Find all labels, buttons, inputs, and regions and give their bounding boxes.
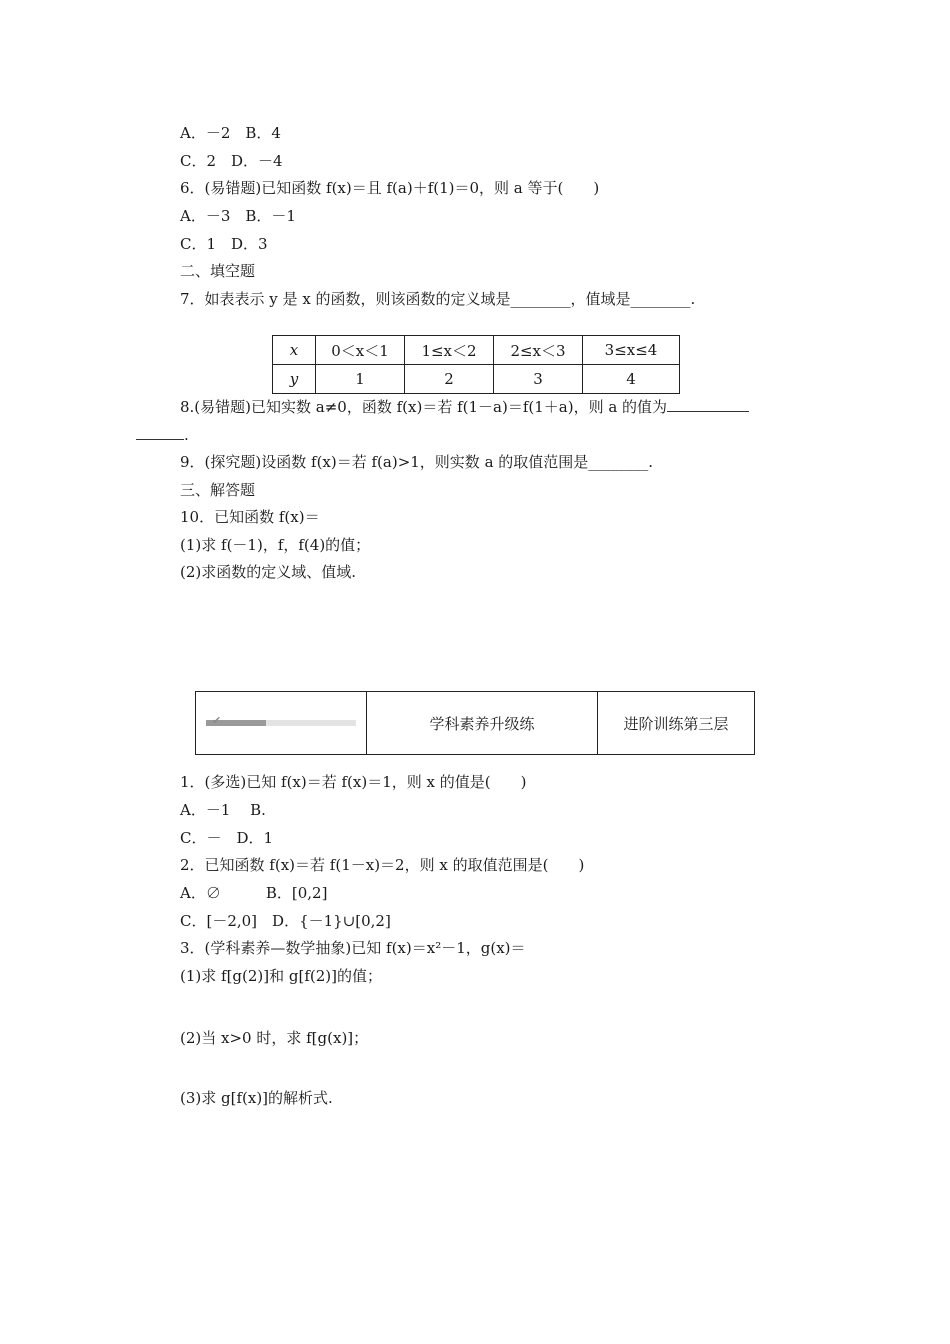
question-7: 7．如表表示 y 是 x 的函数，则该函数的定义域是________，值域是________. [180, 290, 696, 308]
table-cell: 2≤x＜3 [494, 336, 583, 365]
practice-q3-part-1: (1)求 f[g(2)]和 g[f(2)]的值； [180, 967, 382, 985]
practice-q2-options-cd: C．[－2,0] D．{－1}∪[0,2] [180, 912, 391, 930]
answer-blank [136, 425, 184, 440]
banner-level: 进阶训练第三层 [623, 714, 729, 733]
progress-bar [206, 714, 356, 727]
table-cell: 3 [494, 365, 583, 394]
answer-blank [667, 397, 749, 412]
banner-progress-cell [196, 692, 367, 754]
table-row-y [273, 365, 680, 394]
question-8-end: . [184, 426, 189, 444]
question-10: 10．已知函数 f(x)＝ [180, 508, 320, 526]
section-fill-in-heading: 二、填空题 [180, 262, 256, 280]
practice-question-2: 2．已知函数 f(x)＝若 f(1－x)＝2，则 x 的取值范围是( ) [180, 856, 585, 874]
practice-q3-part-2: (2)当 x>0 时，求 f[g(x)]； [180, 1029, 369, 1047]
table-row-x [273, 336, 680, 365]
q5-options-cd: C．2 D．－4 [180, 152, 283, 170]
practice-q2-options-ab: A．∅ B．[0,2] [180, 884, 328, 902]
question-6: 6．(易错题)已知函数 f(x)＝且 f(a)＋f(1)＝0，则 a 等于( ) [180, 179, 600, 197]
question-8-text: 8.(易错题)已知实数 a≠0，函数 f(x)＝若 f(1－a)＝f(1＋a)，则 a 的值为 [180, 398, 668, 416]
table-cell: 4 [583, 365, 680, 394]
practice-question-1: 1．(多选)已知 f(x)＝若 f(x)＝1，则 x 的值是( ) [180, 773, 527, 791]
table-cell: 0＜x＜1 [316, 336, 405, 365]
table-cell: 1≤x＜2 [405, 336, 494, 365]
question-8-continued [136, 425, 189, 445]
practice-q1-options-cd: C．－ D．1 [180, 829, 274, 847]
practice-level-banner [195, 691, 755, 755]
q6-options-cd: C．1 D．3 [180, 235, 268, 253]
q6-options-ab: A．－3 B．－1 [180, 207, 296, 225]
table-header-x: x [273, 336, 316, 365]
practice-question-3: 3．(学科素养—数学抽象)已知 f(x)＝x²－1，g(x)＝ [180, 939, 526, 957]
practice-q3-part-3: (3)求 g[f(x)]的解析式. [180, 1089, 333, 1107]
function-table [272, 335, 680, 394]
banner-title: 学科素养升级练 [367, 692, 598, 754]
table-cell: 2 [405, 365, 494, 394]
check-icon: ✔ [212, 714, 222, 727]
question-8 [180, 397, 749, 417]
question-10-part-1: (1)求 f(－1)，f，f(4)的值； [180, 536, 371, 554]
question-10-part-2: (2)求函数的定义域、值域. [180, 563, 357, 581]
section-answer-heading: 三、解答题 [180, 481, 256, 499]
table-cell: 1 [316, 365, 405, 394]
practice-q1-options-ab: A．－1 B. [180, 801, 266, 819]
table-cell: 3≤x≤4 [583, 336, 680, 365]
q5-options-ab: A．－2 B．4 [180, 124, 281, 142]
table-header-y: y [273, 365, 316, 394]
question-9: 9．(探究题)设函数 f(x)＝若 f(a)>1，则实数 a 的取值范围是________. [180, 453, 654, 471]
